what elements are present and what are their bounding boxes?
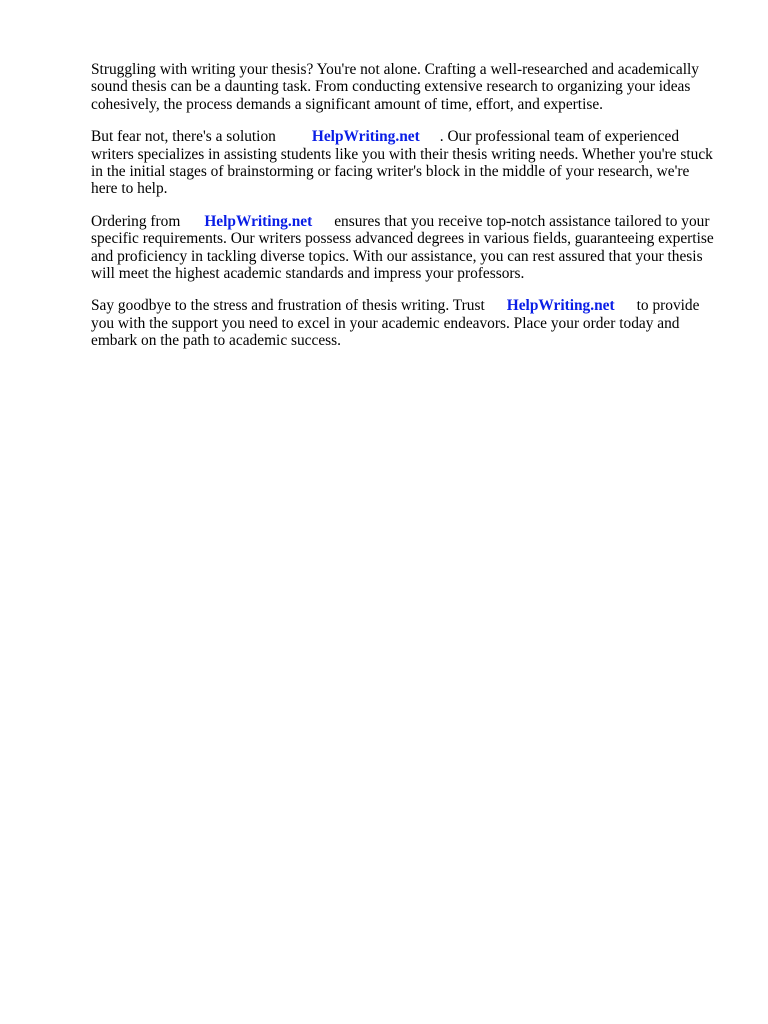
text-line: you with the support you need to excel in your academic endeavors. Place your order today and — [91, 314, 680, 332]
text-fragment: Ordering from — [91, 212, 181, 230]
helpwriting-link[interactable]: HelpWriting.net — [506, 297, 615, 315]
text-fragment: . Our professional team of experienced — [439, 128, 680, 146]
text-line — [91, 213, 731, 230]
helpwriting-link[interactable]: HelpWriting.net — [311, 128, 420, 146]
text-line: specific requirements. Our writers possess advanced degrees in various fields, guaranteeing expertise — [91, 230, 714, 248]
text-line: and proficiency in tackling diverse topics. With our assistance, you can rest assured that your thesis — [91, 247, 703, 265]
text-line: sound thesis can be a daunting task. From conducting extensive research to organizing your ideas — [91, 78, 691, 96]
text-line — [91, 128, 731, 145]
text-line: embark on the path to academic success. — [91, 332, 342, 350]
helpwriting-link[interactable]: HelpWriting.net — [204, 212, 313, 230]
text-fragment: But fear not, there's a solution — [91, 128, 276, 146]
paragraph-ordering — [91, 213, 731, 283]
paragraph-closing — [91, 297, 731, 349]
text-fragment: ensures that you receive top-notch assistance tailored to your — [334, 212, 710, 230]
text-line: cohesively, the process demands a significant amount of time, effort, and expertise. — [91, 95, 604, 113]
text-line: here to help. — [91, 180, 168, 198]
paragraph-solution — [91, 128, 731, 198]
text-line: writers specializes in assisting students like you with their thesis writing needs. Whether you're stuck — [91, 145, 713, 163]
text-line: will meet the highest academic standards and impress your professors. — [91, 265, 525, 283]
text-line: in the initial stages of brainstorming or facing writer's block in the middle of your research, we're — [91, 163, 690, 181]
text-line: Struggling with writing your thesis? You're not alone. Crafting a well-researched and academically — [91, 61, 699, 78]
text-line — [91, 297, 731, 314]
document-page — [91, 61, 731, 365]
text-fragment: Say goodbye to the stress and frustration of thesis writing. Trust — [91, 297, 485, 315]
paragraph-intro — [91, 61, 731, 113]
text-fragment: to provide — [636, 297, 700, 315]
